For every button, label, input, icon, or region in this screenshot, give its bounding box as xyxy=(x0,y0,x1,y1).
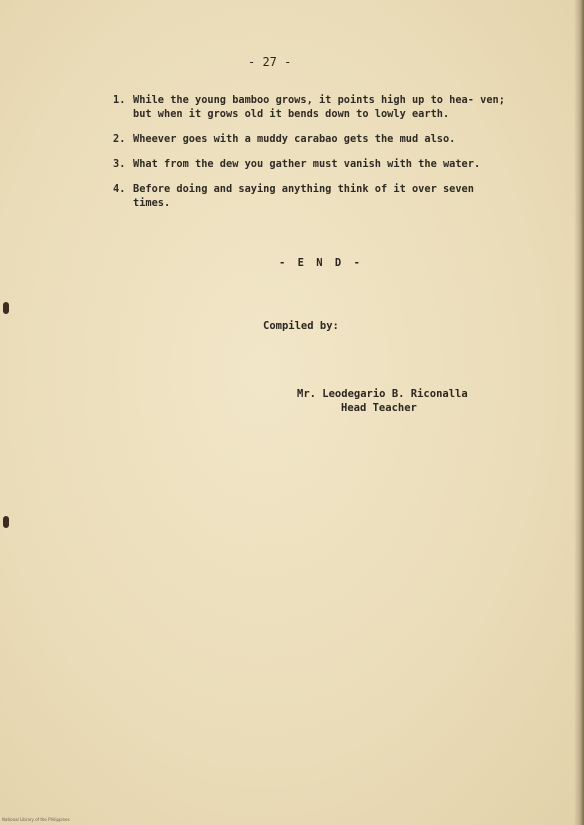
saying-text: What from the dew you gather must vanish with the water. xyxy=(133,158,481,170)
compiler-name: Mr. Leodegario B. Riconalla xyxy=(297,388,468,400)
page-number: - 27 - xyxy=(248,55,292,69)
end-mark: - E N D - xyxy=(279,257,363,269)
saying-item xyxy=(113,182,513,210)
page-edge-shadow xyxy=(574,0,584,825)
saying-item xyxy=(113,93,513,121)
compiler-title: Head Teacher xyxy=(341,402,417,414)
compiled-by-label: Compiled by: xyxy=(263,320,339,332)
saying-text: Wheever goes with a muddy carabao gets the mud also. xyxy=(133,133,456,145)
saying-number: 3. xyxy=(113,158,126,170)
saying-number: 1. xyxy=(113,94,126,106)
saying-item xyxy=(113,132,513,146)
saying-text: Before doing and saying anything think of it over seven times. xyxy=(133,183,474,209)
saying-number: 4. xyxy=(113,183,126,195)
saying-text: While the young bamboo grows, it points high up to hea- ven; but when it grows old it bends down to lowly earth. xyxy=(133,94,505,120)
footer-credit: National Library of the Philippines xyxy=(2,817,70,822)
saying-item xyxy=(113,157,513,171)
punch-hole-mark xyxy=(3,516,9,528)
punch-hole-mark xyxy=(3,302,9,314)
saying-number: 2. xyxy=(113,133,126,145)
sayings-list xyxy=(113,93,513,221)
